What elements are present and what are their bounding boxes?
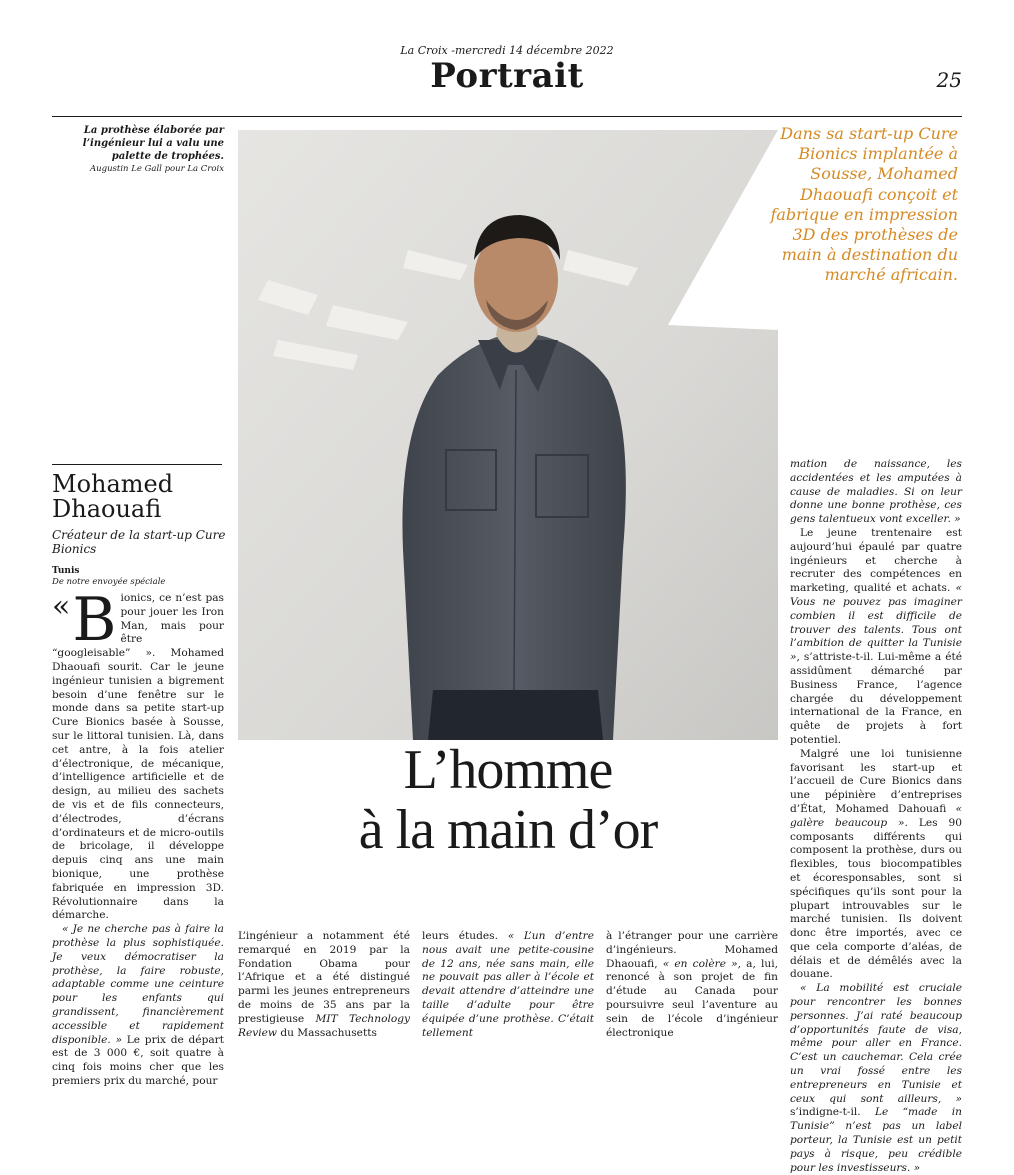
byline-place: Tunis	[52, 566, 80, 576]
portrait-photo	[238, 130, 778, 740]
person-name-line1: Mohamed	[52, 470, 174, 498]
paragraph-text: , a, lui, renoncé à son projet de fin d’étude au Canada pour poursuivre seul l’aventure au sein de l’école d’ingénieur électronique	[606, 957, 778, 1039]
byline-envoyee: De notre envoyée spéciale	[52, 577, 166, 587]
header-rule	[52, 116, 962, 117]
byline-rule	[52, 464, 222, 465]
section-title: Portrait	[430, 56, 584, 96]
quote-text: « galère beaucoup »	[790, 802, 962, 829]
paragraph-text: s’indigne-t-il.	[790, 1106, 875, 1119]
quote-text: « L’un d’entre nous avait une petite-cousine de 12 ans, née sans main, elle ne pouvait pas aller à l’école et devait attendre d’atteindre une taille d’adulte pour être équipée d’une prothèse. C’était tellement	[422, 930, 595, 1039]
article-column-5	[790, 458, 962, 1175]
opening-quote: «	[52, 592, 71, 624]
quote-text: « Vous ne pouvez pas imaginer combien il est difficile de trouver des talents. Tous ont l’ambition de quitter la Tunisie »	[790, 582, 962, 664]
headline	[238, 740, 778, 860]
page-number: 25	[936, 68, 962, 92]
article-column-4	[606, 930, 778, 1040]
photo-caption	[52, 124, 224, 176]
paragraph-text: Le jeune trentenaire est aujourd’hui épaulé par quatre ingénieurs et cherche à recruter des compétences en marketing, qualité et achats.	[790, 526, 962, 595]
article-column-1	[52, 592, 224, 1089]
quote-text: « La mobilité est cruciale pour rencontrer les bonnes personnes. J’ai raté beaucoup d’opportunités faute de visa, même pour aller en France. C’est un cauchemar. Cela crée un vrai fossé entre les entrepreneurs en Tunisie et ceux qui sont ailleurs, »	[790, 982, 962, 1105]
caption-text: La prothèse élaborée par l’ingénieur lui a valu une palette de trophées.	[82, 125, 224, 162]
quote-text: « en colère »	[662, 957, 738, 970]
paragraph-text: à l’étranger pour une carrière d’ingénieurs. Mohamed Dhaouafi,	[606, 930, 778, 970]
article-column-2	[238, 930, 410, 1040]
headline-line1: L’homme	[403, 739, 613, 801]
lead-paragraph	[52, 592, 224, 923]
paragraph-text: Le prix de départ est de 3 000 €, soit quatre à cinq fois moins cher que les premiers prix du marché, pour	[52, 1033, 224, 1087]
person-role: Créateur de la start-up Cure Bionics	[52, 528, 226, 556]
quote-text: « Je ne cherche pas à faire la prothèse la plus sophistiquée. Je veux démocratiser la prothèse, la faire robuste, adaptable comme une ceinture pour les enfants qui grandissent, financièrement accessible et rapidement disponible. »	[52, 923, 224, 1046]
lead-text: ionics, ce n’est pas pour jouer les Iron Man, mais pour être “googleisable” ». Mohamed Dhaouafi sourit. Car le jeune ingénieur tunisien a bigrement besoin d’une fenêtre sur le monde dans sa petite start-up Cure Bionics basée à Sousse, sur le littoral tunisien. Là, dans cet antre, à la fois atelier d’électronique, de mécanique, d’intelligence artificielle et de design, au milieu des sachets de vis et de fils connecteurs, d’électrodes, d’écrans d’ordinateurs et de micro-outils de bricolage, il développe depuis cinq ans une main bionique, une prothèse fabriquée en impression 3D. Révolutionnaire dans la démarche.	[52, 592, 224, 922]
dateline: La Croix -mercredi 14 décembre 2022	[400, 44, 614, 57]
article-column-3	[422, 930, 594, 1040]
quote-text: Le “made in Tunisie” n’est pas un label porteur, la Tunisie est un petit pays à risque, peu crédible pour les investisseurs. »	[790, 1106, 962, 1174]
person-name	[52, 472, 227, 522]
paragraph-text: Malgré une loi tunisienne favorisant les start-up et l’accueil de Cure Bionics dans une pépinière d’entreprises d’État, Mohamed Dahouafi	[790, 747, 962, 815]
article-chapeau: Dans sa start-up Cure Bionics implantée à Sousse, Mohamed Dhaouafi conçoit et fabrique en impression 3D des prothèses de main à destination du marché africain.	[770, 124, 958, 285]
paragraph-text: L’ingénieur a notamment été remarqué en 2019 par la Fondation Obama pour l’Afrique et a été distingué parmi les jeunes entrepreneurs de moins de 35 ans par la prestigieuse	[238, 930, 410, 1025]
drop-cap: B	[72, 592, 117, 655]
person-name-line2: Dhaouafi	[52, 495, 162, 523]
quote-text: mation de naissance, les accidentées et les amputées à cause de maladies. Si on leur donne une bonne prothèse, ces gens talentueux vont exceller. »	[790, 458, 962, 526]
photo-credit: Augustin Le Gall pour La Croix	[90, 164, 224, 174]
paragraph-text: leurs études.	[422, 930, 508, 942]
paragraph-text: . Les 90 composants différents qui composent la prothèse, durs ou flexibles, tous biocompatibles et écoresponsables, sont si spécifiques qu’ils sont pour la plupart introuvables sur le marché tunisien. Ils doivent donc être importés, avec ce que cela comporte d’aléas, de délais et de démêlés avec la douane.	[790, 816, 962, 981]
headline-line2: à la main d’or	[358, 799, 658, 861]
paragraph-text: du Massachusetts	[276, 1026, 377, 1039]
paragraph-text: , s’attriste-t-il. Lui-même a été assidûment démarché par Business France, l’agence chargée du développement international de la France, en quête de projets à fort potentiel.	[790, 651, 962, 746]
publication-name: MIT Technology Review	[238, 1012, 410, 1039]
